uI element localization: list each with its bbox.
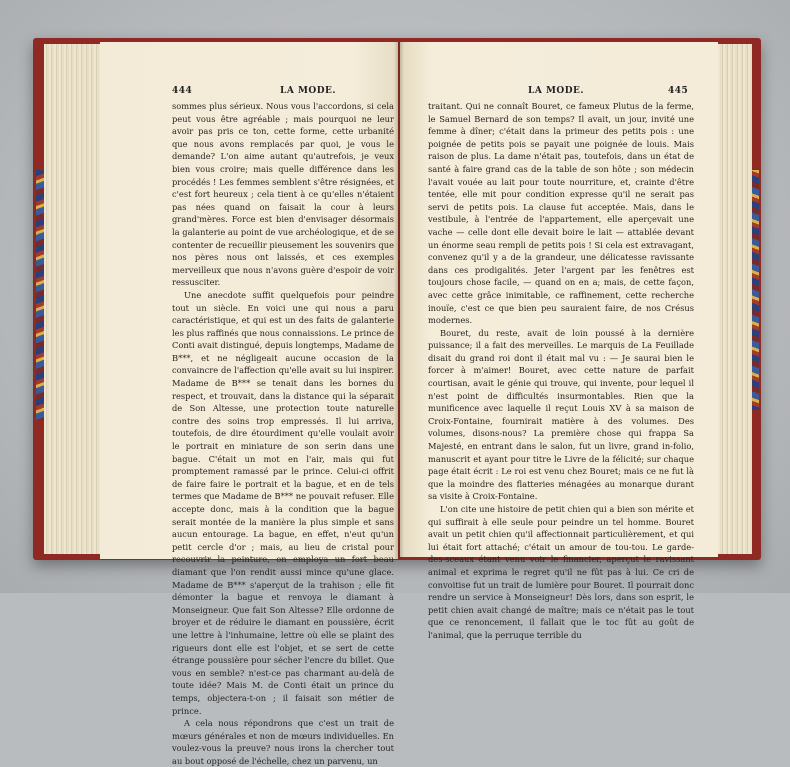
paragraph: Bouret, du reste, avait de loin poussé à la dernière puissance; il a fait des merveilles. Le marquis de La Feuillade disait du grand roi dont il était mal vu : — Je saurai bien le forcer à m'aimer! Bouret, avec cette nature de parfait courtisan, avait le génie qui trouve, qui invente, pour lequel il n'est point de difficultés insurmontables. Rien que la munificence avec laquelle il reçut Louis XV à sa maison de Croix-Fontaine, fournirait matière à des volumes. Des volumes, disons-nous? La première chose qui frappa Sa Majesté, en entrant dans le salon, fut un livre, grand in-folio, manuscrit et ayant pour titre le Livre de la félicité; sur chaque page était écrit : Le roi est venu chez Bouret; mais ce ne fut là que la moindre des flatteries ménagées au monarque durant sa visite à Croix-Fontaine. — [428, 327, 694, 502]
left-page-body — [172, 100, 394, 767]
left-page — [100, 42, 398, 766]
paragraph: Une anecdote suffit quelquefois pour peindre tout un siècle. En voici une qui nous a paru caractéristique, et qui est un des faits de galanterie les plus raffinés que nous connaissions. Le prince de Conti avait distingué, depuis longtemps, Madame de B***, et ne négligeait aucune occasion de la convaincre de l'affection qu'elle avait su lui inspirer. Madame de B*** se tenait dans les bornes du respect, et trouvait, dans la distance qui la séparait de Son Altesse, une protection toute naturelle contre des soins trop empressés. Il lui arriva, toutefois, de dire étourdiment qu'elle voulait avoir le portrait en miniature de son serin dans une bague. C'était un mot en l'air, mais qui fut promptement ramassé par le prince. Celui-ci offrit de faire faire le portrait et la bague, et en de tels termes que Madame de B*** ne pouvait refuser. Elle accepte donc, mais à la condition que la bague serait montée de la manière la plus simple et sans aucun entourage. La bague, en effet, n'eut qu'un petit cercle d'or ; mais, au lieu de cristal pour recouvrir la peinture, on employa un fort beau diamant que l'on rendit aussi mince qu'une glace. Madame de B*** s'aperçut de la trahison ; elle fit démonter la bague et renvoya le diamant à Monseigneur. Que fait Son Altesse? Elle ordonne de broyer et de réduire le diamant en poussière, écrit une lettre à l'inhumaine, lettre où elle se plaint des rigueurs dont elle est l'objet, et se sert de cette étrange poussière pour sécher l'encre du billet. Que vous en semble? n'est-ce pas charmant au-delà de toute idée? Mais M. de Conti était un prince du temps, objectera-t-on ; il faisait son métier de prince. — [172, 289, 394, 716]
paragraph: sommes plus sérieux. Nous vous l'accordons, si cela peut vous être agréable ; mais pourquoi ne leur avoir pas pris ce ton, cette forme, cette urbanité que nous avons remplacés par quoi, je vous le demande? L'on aime autant qu'autrefois, je veux bien vous croire; mais quelle différence dans les procédés ! Les femmes semblent s'être résignées, et c'est fort heureux ; cela tient à ce qu'elles n'étaient pas nées quand on faisait la cour à leurs grand'mères. Force est bien d'envisager désormais la galanterie au point de vue archéologique, et de se contenter de recueillir pieusement les souvenirs que nos pères nous ont laissés, et ces exemples merveilleux que nous n'avons guère d'espoir de voir ressusciter. — [172, 101, 394, 288]
page-number-left: 444 — [172, 86, 193, 96]
paragraph: A cela nous répondrons que c'est un trait de mœurs générales et non de mœurs individuelles. En voulez-vous la preuve? nous irons la chercher tout au bout opposé de l'échelle, chez un parvenu, un — [172, 718, 394, 766]
page-number-right: 445 — [668, 86, 689, 96]
book-gutter — [394, 42, 404, 559]
running-head-right: LA MODE. — [528, 86, 585, 96]
right-page-body — [428, 100, 694, 642]
running-head-left: LA MODE. — [280, 86, 337, 96]
right-page — [400, 42, 718, 640]
paragraph: traitant. Qui ne connaît Bouret, ce fameux Plutus de la ferme, le Samuel Bernard de son temps? Il avait, un jour, invité une femme à dîner; c'était dans la primeur des petits pois : une poignée de petits pois se payait une poignée de louis. Mais raison de plus. La dame n'était pas, toutefois, dans un état de santé à faire grand cas de la table de son hôte ; son médecin l'avait vouée au lait pour toute nourriture, et, crainte d'être tentée, elle mit pour condition expresse qu'il ne serait pas servi de petits pois. La clause fut acceptée. Mais, dans le vestibule, à l'entrée de l'appartement, elle aperçevait une vache — celle dont elle devait boire le lait — attablée devant un énorme seau rempli de petits pois ! Si cela est extravagant, convenez qu'il y a de la grandeur, une délicatesse ravissante dans ces prodigalités. Jeter l'argent par les fenêtres est toujours chose facile, — quand on en a; mais, de cette façon, avec cette grâce inimitable, ce raffinement, cette recherche inouïe, c'est ce que bien peu sauraient faire, de nos Crésus modernes. — [428, 101, 694, 326]
paragraph: L'on cite une histoire de petit chien qui a bien son mérite et qui suffirait à elle seule pour peindre un tel homme. Bouret avait un petit chien qu'il affectionnait particulièrement, et qui lui était fort attaché; c'était un amour de tou-tou. Le garde-des-sceaux étant venu voir le financier, aperçut le ravissant animal et exprima le regret qu'il ne fût pas à lui. Ce cri de convoitise fut un trait de lumière pour Bouret. Il pourrait donc rendre un service à Monseigneur! Dès lors, dans son esprit, le petit chien avait changé de maître; mais ce n'était pas le tout que ce renoncement, il fallait que le toc fût au goût de l'animal, que la perruque terrible du — [428, 504, 694, 640]
